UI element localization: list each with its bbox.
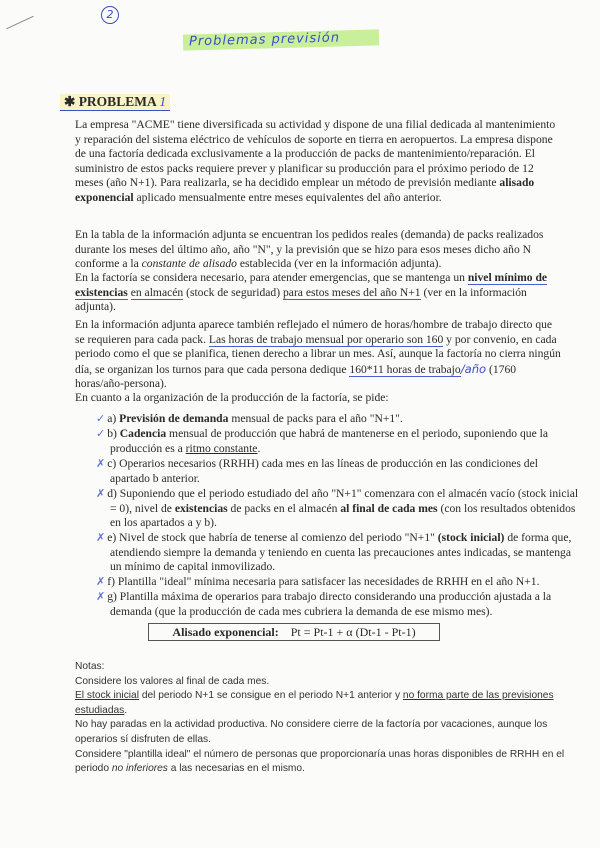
text-segment: (1760 horas/año-persona). [75, 362, 517, 391]
star-icon: ✱ [64, 94, 79, 109]
text-segment: aplicado mensualmente entre meses equivalentes del año anterior. [133, 190, 442, 204]
note-item [75, 675, 565, 690]
cross-mark-icon: ✗ [96, 575, 106, 588]
text-segment: a) [107, 412, 120, 425]
text-segment: mensual de packs para el año "N+1". [228, 412, 403, 425]
text-segment: /año [460, 361, 487, 376]
text-segment: Considere los valores al final de cada mes. [75, 675, 270, 687]
text-segment: b) [107, 427, 120, 440]
handwritten-header: Problemas previsión [183, 29, 379, 50]
problem-title-text: PROBLEMA [78, 94, 156, 109]
formula-label: Alisado exponencial: [172, 625, 279, 639]
text-segment: ritmo constante [185, 441, 258, 455]
text-segment: d) Suponiendo que el periodo estudiado del año "N+1" comenzara con el almacén vacío (stock inicial = 0), nivel de [107, 487, 579, 515]
text-segment: no inferiores [111, 763, 168, 775]
task-item-a [96, 412, 580, 427]
cross-mark-icon: ✗ [96, 457, 106, 470]
text-segment: En la factoría se considera necesario, para atender emergencias, que se mantenga un [75, 271, 468, 284]
text-segment: constante de alisado [141, 257, 237, 271]
text-segment: g) Plantilla máxima de operarios para trabajo directo considerando una producción ajustada a la demanda (que la producción de cada mes cubriera la demanda de ese mismo mes). [107, 590, 552, 618]
text-segment: Considere "plantilla ideal" el número de personas que proporcionaría unas horas disponibles de RRHH en el periodo [75, 748, 565, 775]
text-segment: e) Nivel de stock que habría de tenerse al comienzo del periodo "N+1" [107, 531, 438, 544]
task-item-b [96, 427, 580, 456]
check-mark-icon: ✓ [96, 427, 106, 440]
text-segment: y por convenio, en cada periodo como el que se planifica, tienen derecho a librar un mes. Así, aunque la factoría no cierra ningún día, se organizan los turnos para que cada persona dedique [75, 332, 561, 376]
check-mark-icon: ✓ [96, 412, 106, 425]
text-segment: de forma que, atendiendo siempre la demanda y teniendo en cuenta las precauciones antes indicadas, se mantenga un mínimo de capital inmovilizado. [110, 531, 572, 574]
notes-heading [75, 660, 565, 675]
paragraph-safety-stock [75, 271, 561, 315]
paragraph-tasks-intro [75, 391, 561, 406]
paragraph-demand-table [75, 228, 561, 272]
text-segment: de packs en el almacén [227, 501, 341, 515]
text-segment: Cadencia [119, 427, 167, 440]
page-number-circled: 2 [101, 6, 119, 24]
notes-section [75, 660, 565, 777]
cross-mark-icon: ✗ [96, 590, 106, 603]
text-segment: (con los resultados obtenidos en los apartados a y b). [110, 501, 576, 530]
text-segment: establecida (ver en la información adjunta). [236, 257, 442, 271]
problem-number: 1 [159, 94, 167, 109]
problem-title [60, 94, 170, 111]
text-segment: c) Operarios necesarios (RRHH) cada mes en las líneas de producción en las condiciones del apartado b anterior. [107, 457, 538, 485]
text-segment: al final de cada mes [340, 501, 438, 515]
text-segment: f) Plantilla "ideal" mínima necesaria para satisfacer las necesidades de RRHH en el año N+1. [107, 575, 540, 588]
text-segment: para estos meses del año N+1 [283, 285, 421, 299]
text-segment: En cuanto a la organización de la producción de la factoría, se pide: [75, 391, 389, 404]
pen-stroke [6, 16, 34, 30]
text-segment: Notas: [75, 661, 105, 672]
text-segment: La empresa "ACME" tiene diversificada su actividad y dispone de una filial dedicada al mantenimiento y reparación del sistema eléctrico de vehículos de soporte en tierra en aeropuertos. La empresa dispone de una factoría dedicada exclusivamente a la producción de packs de mantenimiento/reparación. El suministro de estos packs requiere prever y planificar su producción para el próximo periodo de 12 meses (año N+1). Para realizarla, se ha decidido emplear un método de previsión mediante [75, 118, 556, 190]
text-segment: 160*11 horas de trabajo [349, 362, 461, 376]
cross-mark-icon: ✗ [96, 531, 106, 544]
text-segment: En la tabla de la información adjunta se encuentran los pedidos reales (demanda) de packs realizados durante los meses del último año, año "N", y la previsión que se hizo para esos meses dicho año N conforme a la [75, 228, 544, 271]
text-segment: (stock inicial) [437, 531, 505, 544]
text-segment: en almacén [130, 285, 184, 299]
text-segment: . [124, 704, 128, 716]
note-item [75, 689, 565, 718]
text-segment: Previsión de demanda [119, 412, 229, 425]
text-segment: existencias [174, 501, 228, 515]
task-item-d [96, 487, 580, 531]
note-item [75, 748, 565, 777]
paragraph-work-hours [75, 318, 561, 392]
text-segment: alisado exponencial [75, 176, 535, 204]
paragraph-intro [75, 118, 561, 206]
text-segment: No hay paradas en la actividad productiva. No considere cierre de la factoría por vacaciones, aunque los operarios sí disfruten de ellas. [75, 719, 548, 745]
formula-box [148, 623, 440, 641]
task-item-e [96, 531, 580, 575]
task-item-f [96, 575, 580, 590]
text-segment: (ver en la información adjunta). [75, 285, 527, 314]
text-segment: nivel mínimo de existencias [75, 271, 548, 299]
task-item-c [96, 457, 580, 486]
text-segment: . [257, 441, 261, 455]
cross-mark-icon: ✗ [96, 487, 106, 500]
text-segment: del periodo N+1 se consigue en el periodo N+1 anterior y [138, 690, 403, 702]
text-segment: El stock inicial [75, 690, 139, 702]
text-segment: no forma parte de las previsiones estudiadas [75, 690, 554, 716]
text-segment: En la información adjunta aparece también reflejado el número de horas/hombre de trabajo directo que se requieren para cada pack. [75, 318, 553, 346]
text-segment: Las horas de trabajo mensual por operario son 160 [208, 332, 444, 346]
text-segment: a las necesarias en el mismo. [167, 763, 305, 775]
note-item [75, 718, 565, 747]
task-item-g [96, 590, 580, 619]
text-segment: mensual de producción que habrá de mantenerse en el periodo, suponiendo que la producción es a [110, 427, 548, 455]
formula-expression: Pt = Pt-1 + α (Dt-1 - Pt-1) [290, 625, 416, 639]
text-segment: (stock de seguridad) [183, 285, 283, 299]
